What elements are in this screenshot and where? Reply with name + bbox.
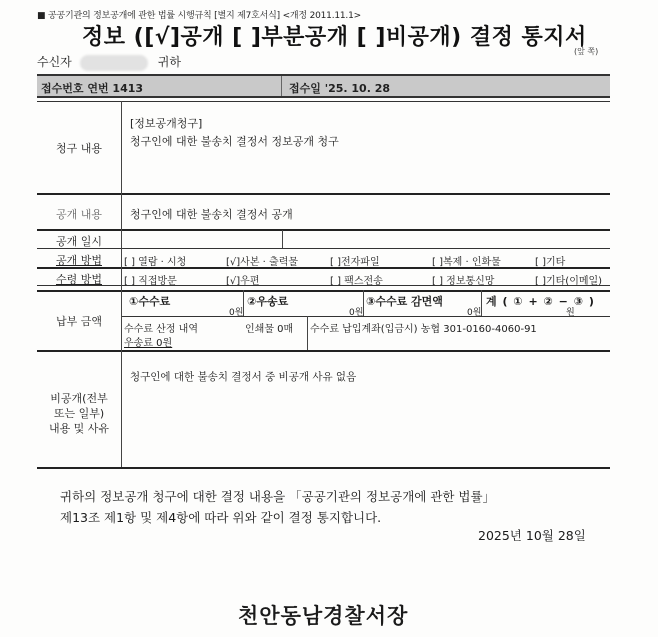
payment-divider [307,316,308,350]
disclosure-content-text: 청구인에 대한 불송치 결정서 공개 [130,208,293,221]
page-side-note: (앞 쪽) [574,47,599,56]
recipient-suffix: 귀하 [157,55,181,69]
receipt-option-mail: [√]우편 [226,276,260,287]
label-column-divider [121,101,122,467]
notice-line-2: 제13조 제1항 및 제4항에 따라 위와 같이 결정 통지합니다. [60,510,382,525]
table-rule [37,350,610,352]
disclosure-option-other: [ ]기타 [535,257,566,268]
non-disclosure-label-line: 내용 및 사유 [48,422,110,435]
non-disclosure-text: 청구인에 대한 불송치 결정서 중 비공개 사유 없음 [130,371,357,383]
disclosure-content-label: 공개 내용 [55,208,102,221]
fee-label: ①수수료 [129,295,171,308]
receipt-info-row [37,74,610,98]
issuer-name: 천안동남경찰서장 [238,604,409,628]
receipt-option-email: [ ]기타(이메일) [535,276,603,287]
receipt-option-visit: [ ] 직접방문 [124,276,177,287]
recipient-line [37,53,181,71]
fee-value: 0원 [229,308,244,318]
receipt-option-fax: [ ] 팩스전송 [330,276,383,287]
disclosure-date-label: 공개 일시 [55,235,102,248]
request-text: 청구인에 대한 불송치 결정서 정보공개 청구 [130,135,339,148]
receipt-number: 접수번호 연번 1413 [41,82,144,95]
request-tag: [정보공개청구] [130,117,203,130]
receipt-divider [281,76,282,96]
postage-value: 0원 [349,308,364,318]
receipt-method-label: 수령 방법 [55,273,102,286]
table-rule [37,101,610,102]
document-title: 정보 ([√]공개 [ ]부분공개 [ ]비공개) 결정 통지서 [82,25,587,50]
notice-date: 2025년 10월 28일 [478,528,586,543]
postage-label: ②우송료 [247,295,289,308]
non-disclosure-label [37,391,121,436]
print-fee: 인쇄물 0매 [245,324,294,335]
disclosure-option-electronic: [ ]전자파일 [330,257,380,268]
redacted-recipient-name [80,55,148,71]
payment-account: 수수료 납입계좌(입금시) 농협 301-0160-4060-91 [310,324,537,335]
receipt-date: 접수일 '25. 10. 28 [289,82,391,95]
table-rule [37,229,610,231]
notice-line-1: 귀하의 정보공개 청구에 대한 결정 내용을 「공공기관의 정보공개에 관한 법률」 [60,489,496,504]
date-cell-divider [282,230,283,248]
table-rule [121,316,610,317]
fee-calculation-label: 수수료 산정 내역 [124,324,198,335]
non-disclosure-label-line: 또는 일부) [53,407,105,420]
table-rule [37,267,610,269]
total-value: 원 [566,308,575,318]
table-rule [37,290,610,292]
table-rule [37,285,610,286]
request-label: 청구 내용 [55,142,102,155]
disclosure-option-copy: [√]사본 · 출력물 [226,257,299,268]
postage-calc: 우송료 0원 [124,338,173,349]
payment-label: 납부 금액 [55,315,102,328]
receipt-option-network: [ ] 정보통신망 [432,276,495,287]
form-reference-note: ■ 공공기관의 정보공개에 관한 법률 시행규칙 [별지 제7호서식] <개정 2011.11.1> [37,11,361,21]
recipient-label: 수신자 [37,55,72,69]
reduction-value: 0원 [467,308,482,318]
reduction-label: ③수수료 감면액 [366,295,443,308]
total-label: 계 ( ① + ② − ③ ) [486,295,595,308]
non-disclosure-label-line: 비공개(전부 [50,392,108,405]
disclosure-method-label: 공개 방법 [55,254,102,267]
table-rule [37,248,610,249]
table-rule [37,467,610,469]
table-rule [37,193,610,195]
disclosure-option-reproduction: [ ]복제 · 인화물 [432,257,501,268]
disclosure-option-view: [ ] 열람 · 시청 [124,257,187,268]
